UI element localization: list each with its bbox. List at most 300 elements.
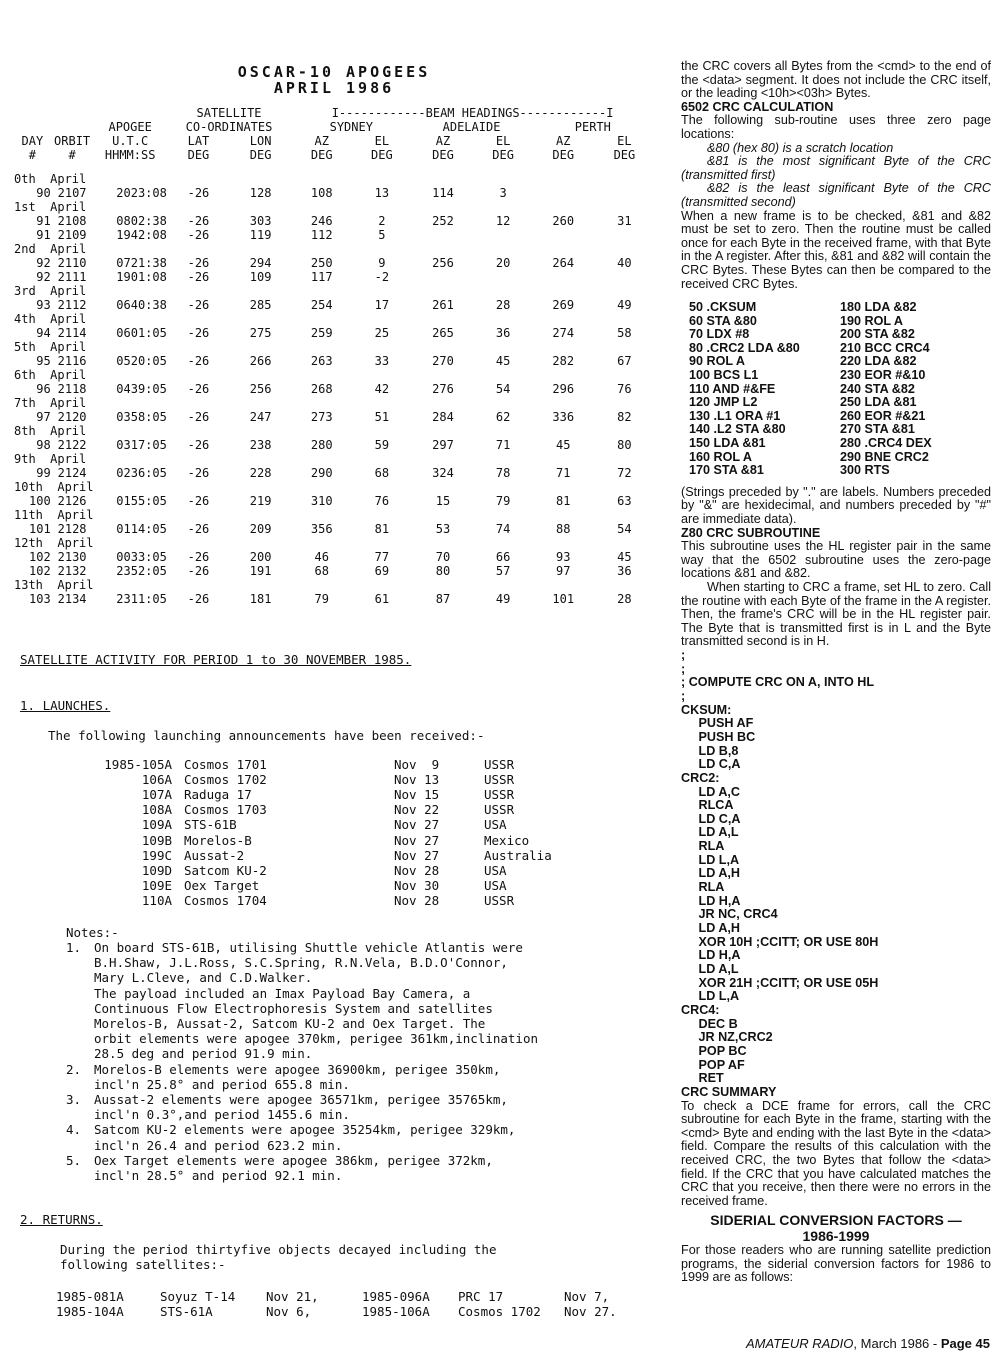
table-cell: CO-ORDINATES [185, 120, 273, 134]
table-cell: 274 [552, 326, 575, 340]
table-cell: SATELLITE [196, 106, 262, 120]
table-cell: 36 [617, 564, 632, 578]
launch-cell: USSR [484, 802, 515, 818]
table-cell [595, 270, 654, 284]
table-cell: 200 [249, 550, 272, 564]
code-line: LD L,A [681, 989, 740, 1004]
code-line: 100 BCS L1 [689, 368, 759, 383]
table-cell: 2108 [57, 214, 87, 228]
table-cell: 296 [552, 382, 575, 396]
table-cell: 2nd April [14, 242, 87, 256]
launch-cell: Satcom KU-2 [184, 862, 267, 878]
code-line: ; [681, 688, 686, 703]
header-row [14, 120, 654, 134]
table-cell [595, 186, 654, 200]
table-cell: 11th April [14, 508, 94, 522]
table-cell: 2116 [57, 354, 87, 368]
table-cell: 54 [495, 382, 511, 396]
note-item [66, 1153, 666, 1183]
table-cell: 20 [495, 256, 511, 270]
table-cell: 0721:38 [116, 256, 167, 270]
return-cell: 1985-081A [56, 1289, 124, 1304]
table-cell: 25 [374, 326, 390, 340]
table-cell: 119 [249, 228, 272, 242]
table-cell: # [28, 148, 36, 162]
table-cell: 256 [249, 382, 272, 396]
table-cell [14, 106, 51, 120]
code-line: 190 ROL A [840, 313, 903, 328]
table-cell: -26 [187, 186, 210, 200]
data-row [14, 438, 654, 452]
code-line: CKSUM: [681, 702, 732, 717]
launch-cell: USA [484, 877, 507, 893]
table-cell: 2126 [57, 494, 87, 508]
note-text: Oex Target elements were apogee 386km, perigee 372km, incl'n 28.5° and period 92.1 min. [94, 1152, 493, 1184]
table-cell: 68 [314, 564, 329, 578]
return-row [56, 1289, 650, 1304]
table-cell: -26 [187, 522, 210, 536]
date-row [14, 480, 654, 494]
table-cell: 246 [310, 214, 333, 228]
note-item [66, 1092, 666, 1122]
note-item [66, 940, 666, 1062]
table-cell: ORBIT [54, 134, 91, 148]
heading-crc-summary: CRC SUMMARY [681, 1084, 777, 1099]
launch-cell: USSR [484, 772, 515, 788]
date-row [14, 312, 654, 326]
table-cell: 0439:05 [116, 382, 167, 396]
launch-cell: Cosmos 1704 [184, 892, 267, 908]
table-cell: 80 [617, 438, 632, 452]
table-cell: 264 [552, 256, 575, 270]
table-cell: 114 [432, 186, 454, 200]
launch-cell: 109D [141, 862, 172, 878]
date-row [14, 242, 654, 256]
table-cell [51, 120, 94, 134]
code-line: 150 LDA &81 [689, 436, 766, 451]
code-line: 130 .L1 ORA #1 [689, 408, 781, 423]
table-cell: 2134 [57, 592, 87, 606]
data-row [14, 270, 654, 284]
launches-heading: 1. LAUNCHES. [20, 698, 111, 713]
table-cell: 13th April [14, 578, 94, 592]
note-text: Satcom KU-2 elements were apogee 35254km, perigee 329km, incl'n 26.4 and period 623.2 min. [94, 1122, 516, 1153]
heading-siderial-line1: SIDERIAL CONVERSION FACTORS — [710, 1212, 962, 1229]
return-cell: 1985-096A [362, 1289, 430, 1304]
table-cell: 2132 [57, 564, 87, 578]
table-cell: 6th April [14, 368, 87, 382]
launch-row [66, 772, 594, 787]
table-cell: 2109 [57, 228, 87, 242]
table-cell: 8th April [14, 424, 87, 438]
table-cell: 91 [36, 214, 51, 228]
table-cell: 103 [29, 592, 51, 606]
zero-page-paragraph: The following sub-routine uses three zero page locations: [681, 113, 991, 141]
table-cell: 109 [249, 270, 272, 284]
table-cell: 263 [310, 354, 333, 368]
code-line: RET [681, 1071, 724, 1086]
returns-heading: 2. RETURNS. [20, 1212, 103, 1227]
table-cell: 5th April [14, 340, 87, 354]
launch-cell: Australia [484, 847, 552, 863]
table-cell: 88 [556, 522, 571, 536]
table-cell [14, 120, 51, 134]
table-cell: -26 [187, 214, 210, 228]
header-row [14, 106, 654, 120]
table-cell: 1942:08 [116, 228, 167, 242]
launch-cell: Cosmos 1703 [184, 802, 267, 818]
code-line: 140 .L2 STA &80 [689, 422, 786, 437]
table-cell: 10th April [14, 480, 94, 494]
table-cell: 270 [432, 354, 454, 368]
table-cell: 0th April [14, 172, 87, 186]
code-line: RLCA [681, 798, 734, 813]
crc-intro-paragraph: the CRC covers all Bytes from the <cmd> to the end of the <data> segment. It does not include the CRC itself, or the leading <10h><03h> Bytes. [681, 59, 991, 101]
table-cell: -26 [187, 354, 210, 368]
header-row [14, 148, 654, 162]
date-row [14, 578, 654, 592]
table-cell: ADELAIDE [442, 120, 501, 134]
table-cell: 280 [310, 438, 333, 452]
table-cell: 101 [552, 592, 575, 606]
table-cell: DEG [371, 148, 393, 162]
code-line: 300 RTS [840, 463, 890, 478]
table-cell [93, 106, 166, 120]
table-cell: 87 [435, 592, 451, 606]
table-cell: 209 [249, 522, 272, 536]
heading-6502-crc: 6502 CRC CALCULATION [681, 99, 834, 114]
table-cell: 12th April [14, 536, 94, 550]
table-cell: 0236:05 [116, 466, 167, 480]
table-cell: 49 [617, 298, 632, 312]
table-cell: DEG [310, 148, 333, 162]
table-cell: 128 [249, 186, 272, 200]
location-81-note: &81 is the most significant Byte of the CRC (transmitted first) [681, 154, 991, 182]
date-row [14, 172, 654, 186]
table-cell: 72 [617, 466, 632, 480]
table-cell: LON [249, 134, 272, 148]
table-cell: -26 [187, 270, 210, 284]
launch-cell: 109E [141, 877, 172, 893]
table-cell: 33 [374, 354, 390, 368]
note-text: Aussat-2 elements were apogee 36571km, perigee 35765km, incl'n 0.3°,and period 1455.6 min. [94, 1092, 508, 1123]
launch-cell: 110A [141, 892, 172, 908]
code-line: 260 EOR #&21 [840, 408, 926, 423]
table-cell: 252 [432, 214, 454, 228]
code-line: 60 STA &80 [689, 313, 757, 328]
table-cell: 2352:05 [116, 564, 167, 578]
table-cell: 284 [432, 410, 454, 424]
table-cell: 62 [495, 410, 511, 424]
table-cell: 12 [495, 214, 511, 228]
code-line: LD A,H [681, 866, 741, 881]
code-line: JR NZ,CRC2 [681, 1030, 773, 1045]
table-cell: 247 [249, 410, 272, 424]
table-cell: DEG [187, 148, 210, 162]
table-cell: 112 [310, 228, 333, 242]
returns-table [56, 1289, 650, 1319]
table-cell: DEG [249, 148, 272, 162]
date-row [14, 284, 654, 298]
table-cell [475, 228, 532, 242]
footer-issue: , March 1986 - [853, 1336, 941, 1351]
notes-label: Notes:- [66, 925, 119, 940]
return-cell: Nov 6, [266, 1304, 312, 1319]
return-cell: Soyuz T-14 [160, 1289, 236, 1304]
magazine-name: AMATEUR RADIO [746, 1336, 854, 1351]
launch-cell: STS-61B [184, 817, 237, 833]
note-text: On board STS-61B, utilising Shuttle vehicle Atlantis were B.H.Shaw, J.L.Ross, S.C.Spring, R.N.Vela, B.D.O'Connor, Mary L.Cleve, and C.D.Walker. The payload included an Imax Payload Bay Camera, a Continuous Flow Electrophoresis System and satellites Morelos-B, Aussat-2, Satcom KU-2 and Oex Target. The orbit elements were apogee 370km, perigee 361km,inclination 28.5 deg and period 91.9 min. [94, 940, 539, 1062]
table-cell: 45 [556, 438, 571, 452]
code-line: LD H,A [681, 948, 741, 963]
code-line: POP AF [681, 1057, 745, 1072]
table-cell: 97 [556, 564, 571, 578]
launch-cell: 109A [141, 817, 172, 833]
table-cell: 0155:05 [116, 494, 167, 508]
table-cell: 93 [36, 298, 51, 312]
page-number: Page 45 [940, 1336, 990, 1351]
table-cell [51, 106, 94, 120]
launch-row [66, 817, 594, 832]
table-cell: 108 [310, 186, 333, 200]
code-line: LD C,A [681, 811, 741, 826]
code-line: PUSH BC [681, 729, 756, 744]
launches-table [66, 757, 594, 908]
table-cell: DEG [432, 148, 454, 162]
table-cell: 285 [249, 298, 272, 312]
table-cell: 275 [249, 326, 272, 340]
date-row [14, 508, 654, 522]
date-row [14, 424, 654, 438]
table-cell: 17 [374, 298, 390, 312]
table-cell: 2311:05 [116, 592, 167, 606]
data-row [14, 326, 654, 340]
code-line: ; [681, 661, 686, 676]
table-cell: DEG [492, 148, 514, 162]
table-cell: 256 [432, 256, 454, 270]
table-cell: APOGEE [108, 120, 152, 134]
table-cell: 79 [314, 592, 329, 606]
table-cell: AZ [556, 134, 571, 148]
table-cell: 0114:05 [116, 522, 167, 536]
launch-row [66, 878, 594, 893]
table-cell [411, 270, 474, 284]
table-cell: 336 [552, 410, 575, 424]
launch-cell: Aussat-2 [184, 847, 245, 863]
data-row [14, 550, 654, 564]
data-row [14, 214, 654, 228]
table-cell: -26 [187, 256, 210, 270]
table-cell: 71 [556, 466, 571, 480]
table-cell: 1901:08 [116, 270, 167, 284]
table-cell: SYDNEY [329, 120, 373, 134]
code-line: PUSH AF [681, 716, 754, 731]
data-row [14, 298, 654, 312]
note-text: Morelos-B elements were apogee 36900km, perigee 350km, incl'n 25.8° and period 655.8 min. [94, 1061, 501, 1092]
table-cell [532, 270, 595, 284]
code-line: 200 STA &82 [840, 327, 915, 342]
return-cell: PRC 17 [458, 1289, 504, 1304]
table-cell: 181 [249, 592, 272, 606]
table-cell: 92 [36, 256, 51, 270]
table-cell: -26 [187, 438, 210, 452]
table-cell: 40 [617, 256, 632, 270]
launch-cell: USSR [484, 892, 515, 908]
launch-cell: Nov 15 [394, 787, 440, 803]
table-cell: 261 [432, 298, 454, 312]
launch-row [66, 893, 594, 908]
z80-usage-paragraph: When starting to CRC a frame, set HL to zero. Call the routine with each Byte of the frame in the A register. Then, the frame's CRC will be in the HL register pair. The Byte that is transmitted first is in L and the Byte transmitted second is in H. [681, 579, 991, 649]
table-cell: 96 [36, 382, 51, 396]
code-line: 230 EOR #&10 [840, 368, 926, 383]
returns-intro: During the period thirtyfive objects decayed including the following satellites:- [60, 1242, 497, 1272]
code-line: 110 AND #&FE [689, 381, 776, 396]
table-cell: 259 [310, 326, 333, 340]
table-cell: -26 [187, 298, 210, 312]
data-row [14, 410, 654, 424]
data-row [14, 382, 654, 396]
launch-cell: Morelos-B [184, 832, 252, 848]
table-cell: 94 [36, 326, 51, 340]
table-cell: 4th April [14, 312, 87, 326]
table-cell: 70 [435, 550, 451, 564]
table-cell: 254 [310, 298, 333, 312]
table-cell: 76 [374, 494, 390, 508]
table-cell: 13 [374, 186, 390, 200]
data-row [14, 564, 654, 578]
table-cell: 2124 [57, 466, 87, 480]
table-cell: 53 [435, 522, 451, 536]
table-cell [532, 228, 595, 242]
z80-assembly-listing [681, 649, 991, 1086]
table-cell: 297 [432, 438, 454, 452]
code-line: 180 LDA &82 [840, 300, 917, 315]
note-number: 4. [66, 1122, 82, 1138]
apogees-table [14, 106, 654, 606]
table-cell: 91 [36, 228, 51, 242]
table-cell: 31 [617, 214, 632, 228]
table-cell [595, 228, 654, 242]
table-cell: 102 [29, 564, 51, 578]
table-cell: 310 [310, 494, 333, 508]
code-line: 220 LDA &82 [840, 354, 917, 369]
code-line: ; [681, 647, 686, 662]
launch-cell: 106A [141, 772, 172, 788]
table-cell: DAY [21, 134, 44, 148]
siderial-paragraph: For those readers who are running satellite prediction programs, the siderial conversion factors for 1986 to 1999 are as follows: [681, 1243, 991, 1285]
code-line: LD A,H [681, 921, 741, 936]
table-cell: 46 [314, 550, 329, 564]
new-frame-paragraph: When a new frame is to be checked, &81 and &82 must be set to zero. Then the routine must be called once for each Byte in the received frame, with that Byte in the A register. After this, &81 and &82 will contain the CRC Bytes. These Bytes can then be compared to the received CRC Bytes. [681, 208, 991, 291]
table-cell: 81 [556, 494, 571, 508]
table-cell: 59 [374, 438, 390, 452]
code-line: LD H,A [681, 893, 741, 908]
right-column [681, 60, 991, 1285]
table-cell: 93 [556, 550, 571, 564]
table-cell: 74 [495, 522, 511, 536]
return-row [56, 1304, 650, 1319]
table-cell [411, 228, 474, 242]
table-cell: 78 [495, 466, 511, 480]
table-cell: 97 [36, 410, 51, 424]
table-cell: 36 [495, 326, 511, 340]
table-cell: 42 [374, 382, 390, 396]
code-line: 170 STA &81 [689, 463, 764, 478]
table-cell: 2122 [57, 438, 87, 452]
header-row [14, 134, 654, 148]
data-row [14, 592, 654, 606]
note-item [66, 1062, 666, 1092]
date-row [14, 200, 654, 214]
code-line: DEC B [681, 1016, 738, 1031]
table-cell: 238 [249, 438, 272, 452]
table-cell: 2 [378, 214, 386, 228]
table-cell: 102 [29, 550, 51, 564]
table-cell: 15 [435, 494, 451, 508]
table-cell: 0317:05 [116, 438, 167, 452]
return-cell: 1985-104A [56, 1304, 124, 1319]
table-cell: 49 [495, 592, 511, 606]
code-line: POP BC [681, 1043, 747, 1058]
table-cell: EL [374, 134, 390, 148]
table-cell: 81 [374, 522, 390, 536]
launch-cell: Nov 28 [394, 862, 440, 878]
launch-cell: Mexico [484, 832, 530, 848]
table-cell: 266 [249, 354, 272, 368]
page-footer [746, 1336, 990, 1351]
code-line: 160 ROL A [689, 449, 752, 464]
table-cell: I------------BEAM HEADINGS------------I [331, 106, 614, 120]
table-cell: PERTH [574, 120, 611, 134]
table-cell: 191 [249, 564, 272, 578]
table-cell: -26 [187, 494, 210, 508]
location-82-note: &82 is the least significant Byte of the CRC (transmitted second) [681, 181, 991, 209]
launch-cell: 108A [141, 802, 172, 818]
launch-cell: Nov 22 [394, 802, 440, 818]
launch-row [66, 787, 594, 802]
z80-intro-paragraph: This subroutine uses the HL register pair in the same way that the 6502 subroutine uses the zero-page locations &81 and &82. [681, 539, 991, 581]
note-item [66, 1122, 666, 1152]
table-cell: 69 [374, 564, 390, 578]
table-cell: 61 [374, 592, 390, 606]
launch-cell: Nov 27 [394, 832, 440, 848]
heading-z80-crc: Z80 CRC SUBROUTINE [681, 525, 821, 540]
table-cell: 9th April [14, 452, 87, 466]
launch-cell: Nov 27 [394, 847, 440, 863]
table-cell: -26 [187, 592, 210, 606]
launch-cell: Oex Target [184, 877, 260, 893]
date-row [14, 452, 654, 466]
data-row [14, 522, 654, 536]
table-cell: 2120 [57, 410, 87, 424]
code-line: 240 STA &82 [840, 381, 915, 396]
table-cell: 67 [617, 354, 632, 368]
launch-cell: USA [484, 817, 507, 833]
table-cell: 82 [617, 410, 632, 424]
table-cell: 356 [310, 522, 333, 536]
table-cell: 28 [617, 592, 632, 606]
launch-cell: Nov 9 [394, 757, 440, 773]
code-line: 80 .CRC2 LDA &80 [689, 340, 800, 355]
table-cell: 92 [36, 270, 51, 284]
return-cell: Nov 21, [266, 1289, 319, 1304]
note-number: 1. [66, 940, 82, 955]
launch-cell: USSR [484, 787, 515, 803]
table-cell: 260 [552, 214, 575, 228]
notes-list [66, 940, 666, 1183]
table-cell: AZ [314, 134, 329, 148]
table-cell: 76 [617, 382, 632, 396]
